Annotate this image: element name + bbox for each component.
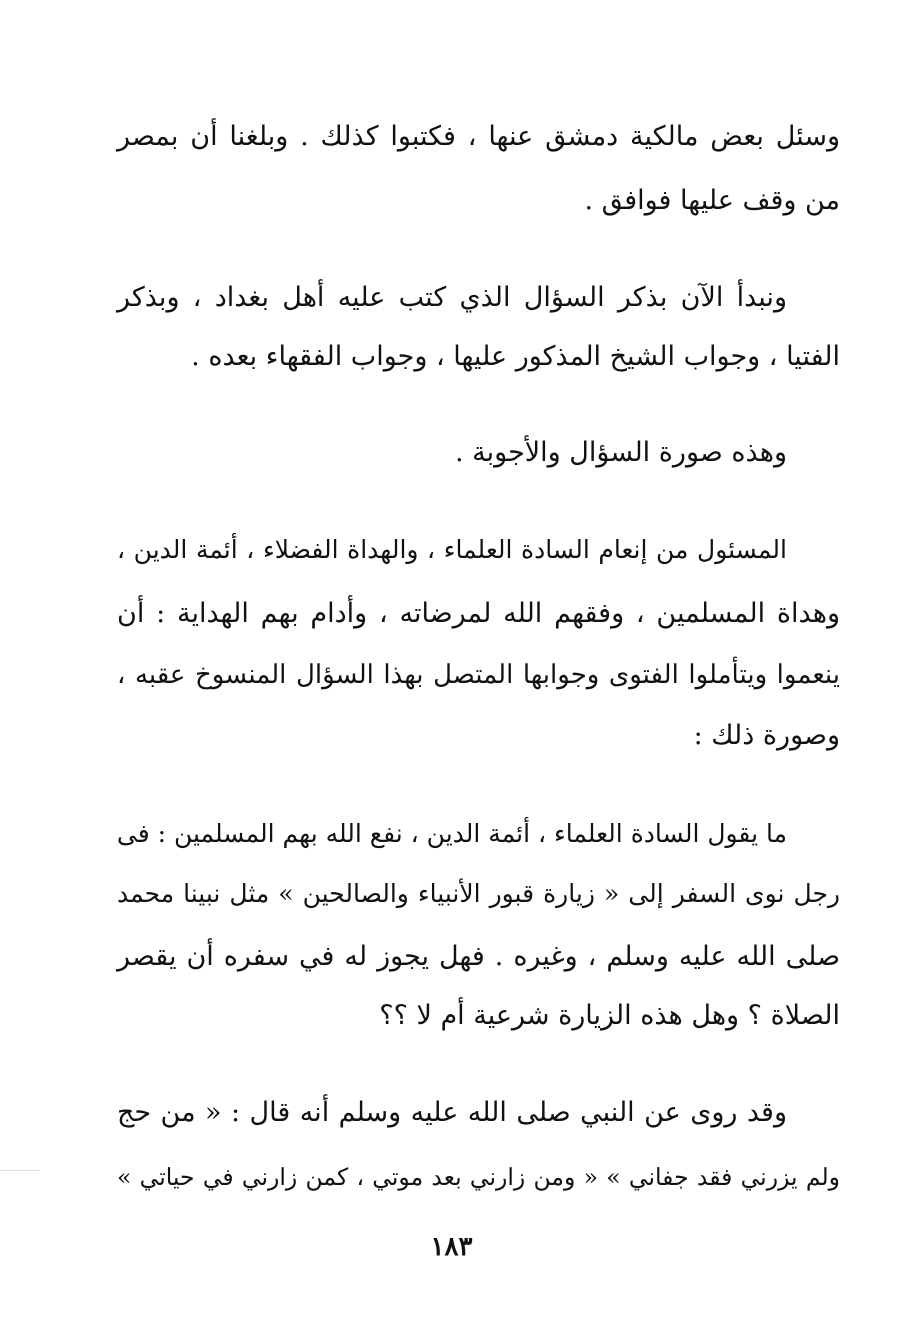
text-line: وقد روى عن النبي صلى الله عليه وسلم أنه قال : « من حج [117,1097,787,1128]
page-edge-mark [0,1170,40,1171]
text-line: وهذه صورة السؤال والأجوبة . [454,437,787,468]
text-line: ولم يزرني فقد جفاني » « ومن زارني بعد موتي ، كمن زارني في حياتي » [117,1163,840,1191]
text-line: وصورة ذلك : [693,720,840,751]
text-line: ونبدأ الآن بذكر السؤال الذي كتب عليه أهل بغداد ، وبذكر [117,282,787,313]
text-line: صلى الله عليه وسلم ، وغيره . فهل يجوز له في سفره أن يقصر [117,941,840,972]
text-line: الفتيا ، وجواب الشيخ المذكور عليها ، وجواب الفقهاء بعده . [191,341,840,372]
text-line: ما يقول السادة العلماء ، أئمة الدين ، نفع الله بهم المسلمين : فى [116,819,787,848]
text-line: المسئول من إنعام السادة العلماء ، والهداة الفضلاء ، أئمة الدين ، [117,535,787,564]
text-line: رجل نوى السفر إلى « زيارة قبور الأنبياء والصالحين » مثل نبينا محمد [117,879,840,908]
text-line: من وقف عليها فوافق . [584,185,840,216]
text-line: ينعموا ويتأملوا الفتوى وجوابها المتصل بهذا السؤال المنسوخ عقبه ، [117,660,840,690]
text-line: وسئل بعض مالكية دمشق عنها ، فكتبوا كذلك . وبلغنا أن بمصر [117,121,840,152]
text-line: الصلاة ؟ وهل هذه الزيارة شرعية أم لا ؟؟ [379,1000,840,1031]
page-number: ١٨٣ [430,1232,473,1262]
text-line: وهداة المسلمين ، وفقهم الله لمرضاته ، وأدام بهم الهداية : أن [117,598,840,629]
